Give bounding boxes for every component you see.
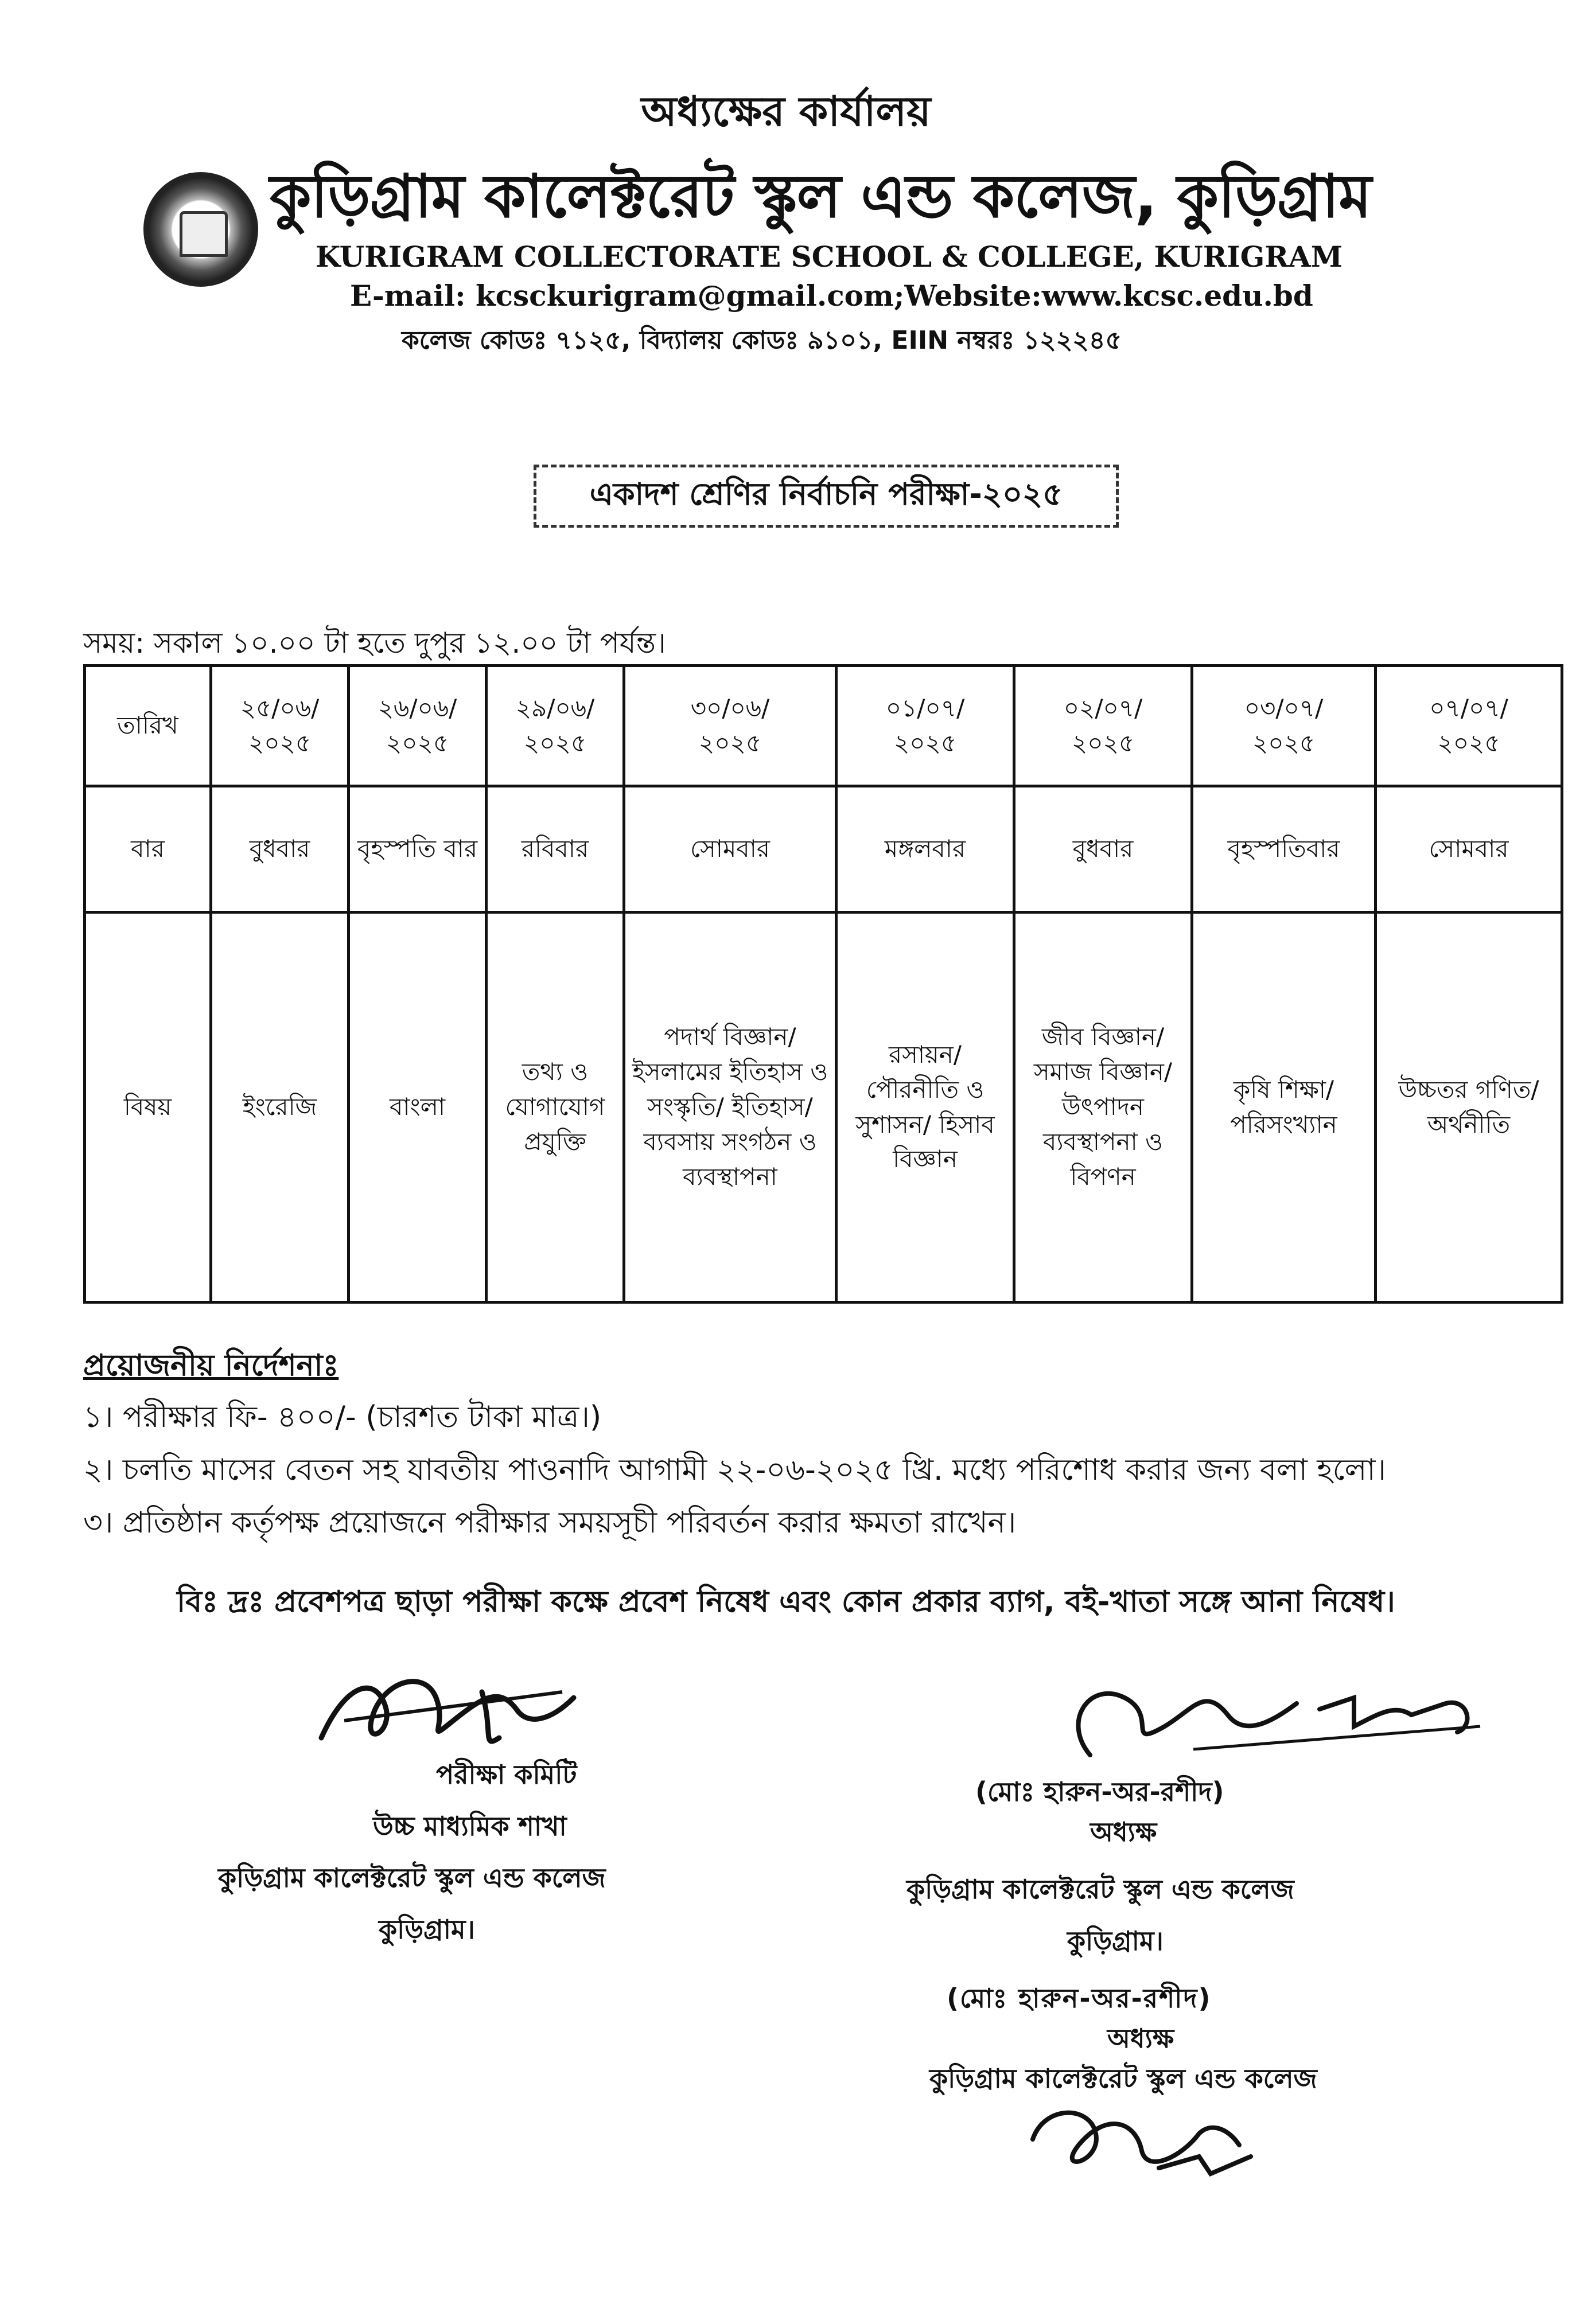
principal-stamp-signature <box>1010 2088 1274 2185</box>
instruction-item: ৩। প্রতিষ্ঠান কর্তৃপক্ষ প্রয়োজনে পরীক্ষার সময়সূচী পরিবর্তন করার ক্ষমতা রাখেন। <box>83 1506 1017 1540</box>
exam-time: সময়: সকাল ১০.০০ টা হতে দুপুর ১২.০০ টা পর্যন্ত। <box>83 626 666 660</box>
exam-schedule-table <box>83 664 1563 1304</box>
date-cell: ০৩/০৭/ ২০২৫ <box>1192 666 1376 786</box>
special-note: বিঃ দ্রঃ প্রবেশপত্র ছাড়া পরীক্ষা কক্ষে প্রবেশ নিষেধ এবং কোন প্রকার ব্যাগ, বই-খাতা সঙ্গে আনা নিষেধ। <box>177 1585 1395 1619</box>
college-name-english: KURIGRAM COLLECTORATE SCHOOL & COLLEGE, KURIGRAM <box>316 240 1343 274</box>
day-cell: সোমবার <box>1376 786 1562 913</box>
principal-name-stamp: (মোঃ হারুন-অর-রশীদ) <box>947 1983 1212 2014</box>
instruction-item: ১। পরীক্ষার ফি- ৪০০/- (চারশত টাকা মাত্র।) <box>83 1400 602 1434</box>
row-label-date: তারিখ <box>85 666 211 786</box>
college-name-bangla: কুড়িগ্রাম কালেক্টরেট স্কুল এন্ড কলেজ, কুড়িগ্রাম <box>270 161 1371 231</box>
principal-college-stamp: কুড়িগ্রাম কালেক্টরেট স্কুল এন্ড কলেজ <box>929 2063 1317 2094</box>
day-cell: সোমবার <box>624 786 836 913</box>
office-title: অধ্যক্ষের কার্যালয় <box>641 87 931 135</box>
date-cell: ২৫/০৬/ ২০২৫ <box>211 666 349 786</box>
day-cell: মঙ্গলবার <box>836 786 1014 913</box>
principal-designation-stamp: অধ্যক্ষ <box>1107 2023 1174 2054</box>
principal-name-top: (মোঃ হারুন-অর-রশীদ) <box>975 1776 1224 1807</box>
date-cell: ৩০/০৬/ ২০২৫ <box>624 666 836 786</box>
subject-cell: ইংরেজি <box>211 913 349 1303</box>
principal-signature <box>1056 1663 1492 1772</box>
day-row <box>85 786 1562 913</box>
subject-cell: জীব বিজ্ঞান/ সমাজ বিজ্ঞান/ উৎপাদন ব্যবস্থাপনা ও বিপণন <box>1014 913 1192 1303</box>
date-cell: ২৯/০৬/ ২০২৫ <box>487 666 624 786</box>
left-sig-line2: উচ্চ মাধ্যমিক শাখা <box>373 1811 567 1842</box>
college-logo-icon <box>143 172 258 287</box>
principal-college: কুড়িগ্রাম কালেক্টরেট স্কুল এন্ড কলেজ <box>906 1874 1294 1905</box>
instruction-item: ২। চলতি মাসের বেতন সহ যাবতীয় পাওনাদি আগামী ২২-০৬-২০২৫ খ্রি. মধ্যে পরিশোধ করার জন্য বলা হলো। <box>83 1453 1387 1487</box>
instructions-heading: প্রয়োজনীয় নির্দেশনাঃ <box>83 1348 339 1383</box>
subject-cell: কৃষি শিক্ষা/ পরিসংখ্যান <box>1192 913 1376 1303</box>
day-cell: বুধবার <box>1014 786 1192 913</box>
subject-row <box>85 913 1562 1303</box>
day-cell: বুধবার <box>211 786 349 913</box>
row-label-day: বার <box>85 786 211 913</box>
row-label-subject: বিষয় <box>85 913 211 1303</box>
subject-cell: উচ্চতর গণিত/ অর্থনীতি <box>1376 913 1562 1303</box>
subject-cell: রসায়ন/ পৌরনীতি ও সুশাসন/ হিসাব বিজ্ঞান <box>836 913 1014 1303</box>
date-row <box>85 666 1562 786</box>
subject-cell: পদার্থ বিজ্ঞান/ ইসলামের ইতিহাস ও সংস্কৃতি/ ইতিহাস/ ব্যবসায় সংগঠন ও ব্যবস্থাপনা <box>624 913 836 1303</box>
exam-committee-signature <box>310 1652 608 1767</box>
exam-title: একাদশ শ্রেণির নির্বাচনি পরীক্ষা-২০২৫ <box>589 476 1063 512</box>
subject-cell: বাংলা <box>349 913 487 1303</box>
principal-place: কুড়িগ্রাম। <box>1067 1925 1164 1956</box>
left-sig-line1: পরীক্ষা কমিটি <box>436 1759 577 1790</box>
left-sig-line3: কুড়িগ্রাম কালেক্টরেট স্কুল এন্ড কলেজ <box>218 1862 606 1893</box>
date-cell: ২৬/০৬/ ২০২৫ <box>349 666 487 786</box>
day-cell: বৃহস্পতিবার <box>1192 786 1376 913</box>
subject-cell: তথ্য ও যোগাযোগ প্রযুক্তি <box>487 913 624 1303</box>
date-cell: ০২/০৭/ ২০২৫ <box>1014 666 1192 786</box>
principal-designation-top: অধ্যক্ষ <box>1090 1816 1157 1847</box>
left-sig-line4: কুড়িগ্রাম। <box>379 1914 475 1945</box>
institution-codes: কলেজ কোডঃ ৭১২৫, বিদ্যালয় কোডঃ ৯১০১, EIIN নম্বরঃ ১২২২৪৫ <box>402 326 1122 355</box>
day-cell: বৃহস্পতি বার <box>349 786 487 913</box>
date-cell: ০৭/০৭/ ২০২৫ <box>1376 666 1562 786</box>
day-cell: রবিবার <box>487 786 624 913</box>
date-cell: ০১/০৭/ ২০২৫ <box>836 666 1014 786</box>
exam-title-box <box>534 465 1119 528</box>
contact-info: E-mail: kcsckurigram@gmail.com;Website:www.kcsc.edu.bd <box>350 279 1313 313</box>
